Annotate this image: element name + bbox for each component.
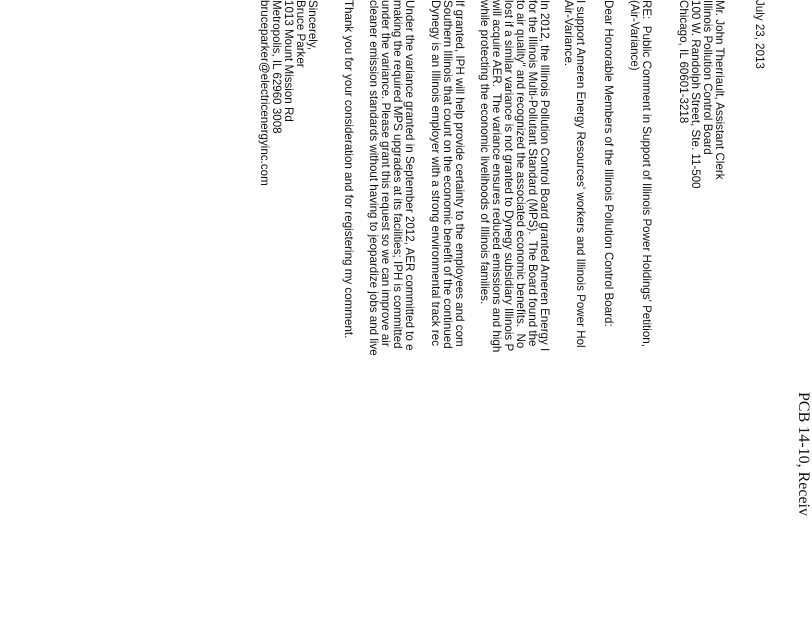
paragraph-line: Dynegy is an Illinois employer with a strong environmental track rec: [429, 0, 442, 347]
closing: Sincerely,: [306, 0, 319, 51]
paragraph-line: making the required MPS upgrades at its facilities; IPH is committed: [391, 0, 404, 349]
address-line: Chicago, IL 60601-3218: [677, 0, 690, 124]
paragraph-line: under the variance. Please grant this request so we can improve air: [379, 0, 392, 347]
paragraph-line: Thank you for your consideration and for registering my comment.: [342, 0, 355, 339]
receipt-stamp: PCB 14-10, Receiv: [795, 392, 812, 516]
paragraph-line: Southern Illinois that count on the economic benefit of the continued: [441, 0, 454, 349]
paragraph-line: I support Ameren Energy Resources' workers and Illinois Power Hol: [574, 0, 587, 348]
paragraph-line: to air quality" and recognized the associated economic benefits. No: [514, 0, 527, 349]
salutation: Dear Honorable Members of the Illinois Pollution Control Board:: [602, 0, 615, 327]
re-line: (Air-Variance): [628, 0, 641, 71]
rotated-letter: [200, 0, 812, 618]
paragraph-line: for the Illinois Multi-Pollutant Standard (MPS). The Board found the: [526, 0, 539, 347]
address-line: Mr. John Therriault, Assistant Clerk: [713, 0, 726, 180]
paragraph-line: lost if a similar variance is not granted to Dynegy subsidiary Illinois P: [502, 0, 515, 352]
re-line: RE: Public Comment in Support of Illinois Power Holdings' Petition,: [640, 0, 653, 347]
signature-line: Bruce Parker: [294, 0, 307, 68]
paragraph-line: Air-Variance.: [562, 0, 575, 67]
letter-date: July 23, 2013: [753, 0, 766, 69]
address-line: Illinois Pollution Control Board: [701, 0, 714, 155]
paragraph-line: while protecting the economic livelihoods of Illinois families.: [478, 0, 491, 305]
signature-line: Metropolis, IL 62960 3008: [270, 0, 283, 134]
paragraph-line: If granted, IPH will help provide certainty to the employees and com: [453, 0, 466, 347]
paragraph-line: cleaner emission standards without having to jeopardize jobs and live: [367, 0, 380, 356]
address-line: 100 W. Randolph Street, Ste. 11-500: [689, 0, 702, 189]
paragraph-line: In 2012, the Illinois Pollution Control Board granted Ameren Energy I: [538, 0, 551, 352]
signature-line: bruceparker@electricenergyinc.com: [258, 0, 271, 186]
signature-line: 1013 Mount Mission Rd: [282, 0, 295, 122]
paragraph-line: will acquire AER. The variance ensures reduced emissions and high: [490, 0, 503, 353]
paragraph-line: Under the variance granted in September 2012, AER committed to e: [403, 0, 416, 351]
